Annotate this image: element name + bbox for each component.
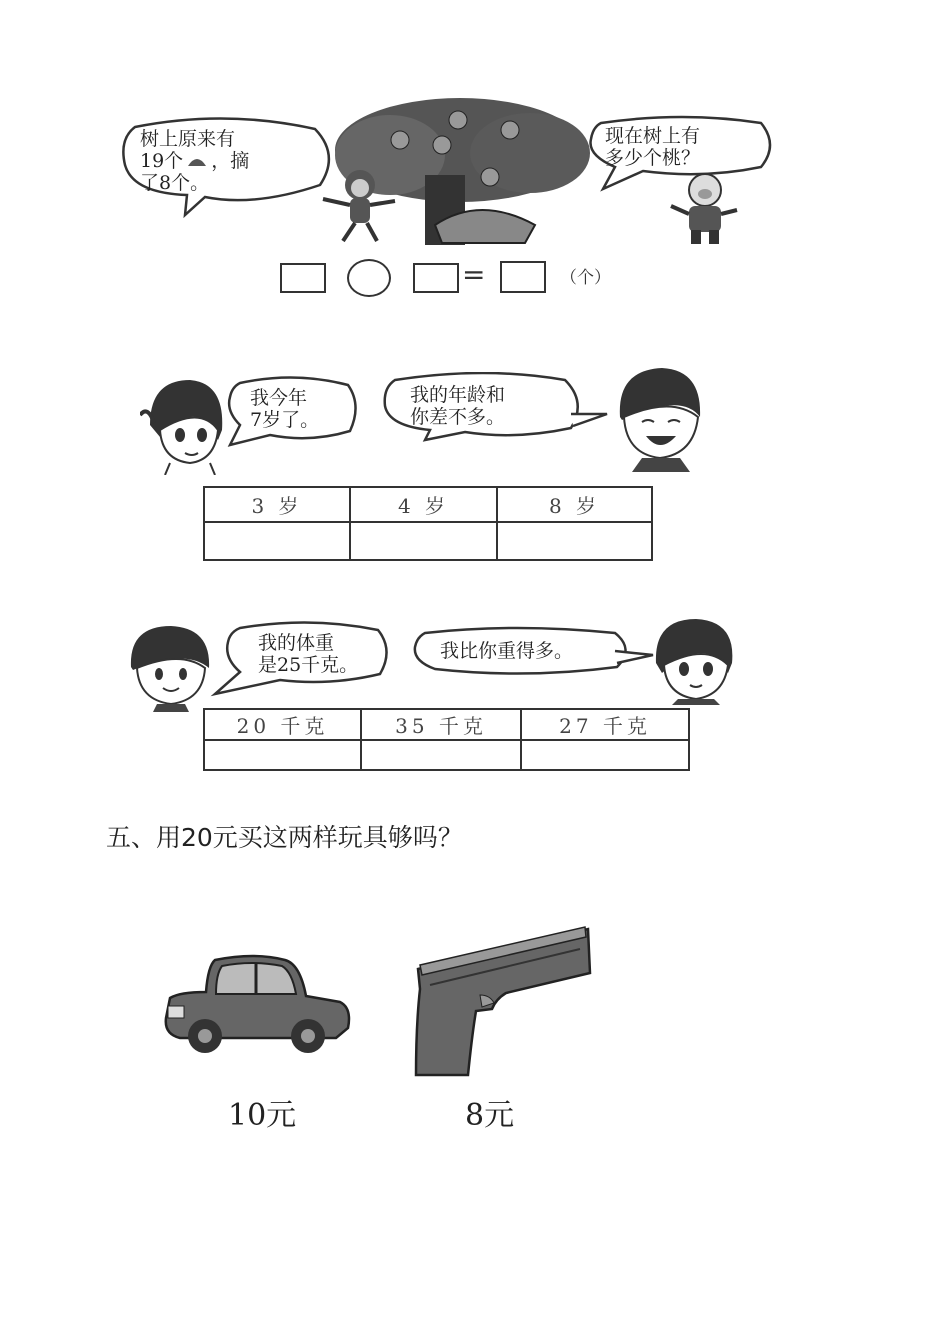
bubble-line: 现在树上有 [605, 125, 701, 147]
bubble-left-2-text [250, 387, 319, 431]
option-cell[interactable]: 27 千克 [520, 708, 690, 741]
bubble-left-3-text [258, 632, 358, 676]
operator-circle[interactable] [347, 259, 391, 297]
peach-icon [185, 152, 209, 170]
option-cell[interactable]: 4 岁 [349, 486, 498, 523]
bubble-left-1-text [140, 128, 249, 194]
equals-sign: = [462, 258, 486, 291]
bubble-line: 你差不多。 [410, 406, 506, 428]
option-cell[interactable]: 35 千克 [360, 708, 522, 741]
toy-gun-icon [410, 925, 595, 1085]
toy-car-icon [160, 952, 355, 1057]
bubble-line: 我今年 [250, 387, 308, 409]
answer-cell[interactable] [203, 521, 351, 561]
option-cell[interactable]: 8 岁 [496, 486, 653, 523]
car-price-label: 10元 [228, 1098, 297, 1133]
boy-avatar-icon [612, 362, 707, 472]
bubble-right-2-text [410, 384, 505, 428]
answer-cell[interactable] [203, 739, 362, 771]
boy-avatar-icon [125, 622, 220, 712]
gun-price-label: 8元 [465, 1098, 515, 1133]
section-5-title: 五、用20元买这两样玩具够吗？ [106, 823, 463, 852]
answer-cell[interactable] [496, 521, 653, 561]
bubble-line: 7岁了。 [250, 409, 320, 431]
bubble-line: 我的年龄和 [410, 384, 506, 406]
bubble-line: 19个 [140, 150, 184, 172]
girl-avatar-icon [140, 375, 230, 475]
bubble-line: 我比你重得多。 [440, 640, 574, 662]
bubble-line: 多少个桃？ [605, 147, 701, 169]
answer-cell[interactable] [349, 521, 498, 561]
option-cell[interactable]: 20 千克 [203, 708, 362, 741]
bubble-line: 了8个。 [140, 172, 210, 194]
bubble-line: 是25千克。 [258, 654, 359, 676]
answer-cell[interactable] [360, 739, 522, 771]
equation-box-answer[interactable] [500, 261, 546, 293]
equation-box-1[interactable] [280, 263, 326, 293]
pig-character-icon [665, 170, 745, 250]
bubble-line: 树上原来有 [140, 128, 236, 150]
bubble-right-3-text [440, 640, 573, 662]
option-cell[interactable]: 3 岁 [203, 486, 351, 523]
equation-box-2[interactable] [413, 263, 459, 293]
bubble-right-1-text [605, 125, 700, 169]
answer-cell[interactable] [520, 739, 690, 771]
monkey-icon [315, 165, 405, 245]
girl-avatar-icon [648, 615, 743, 705]
bubble-line: 我的体重 [258, 632, 335, 654]
bubble-line: ，摘 [211, 150, 250, 172]
unit-label: （个） [560, 268, 611, 288]
